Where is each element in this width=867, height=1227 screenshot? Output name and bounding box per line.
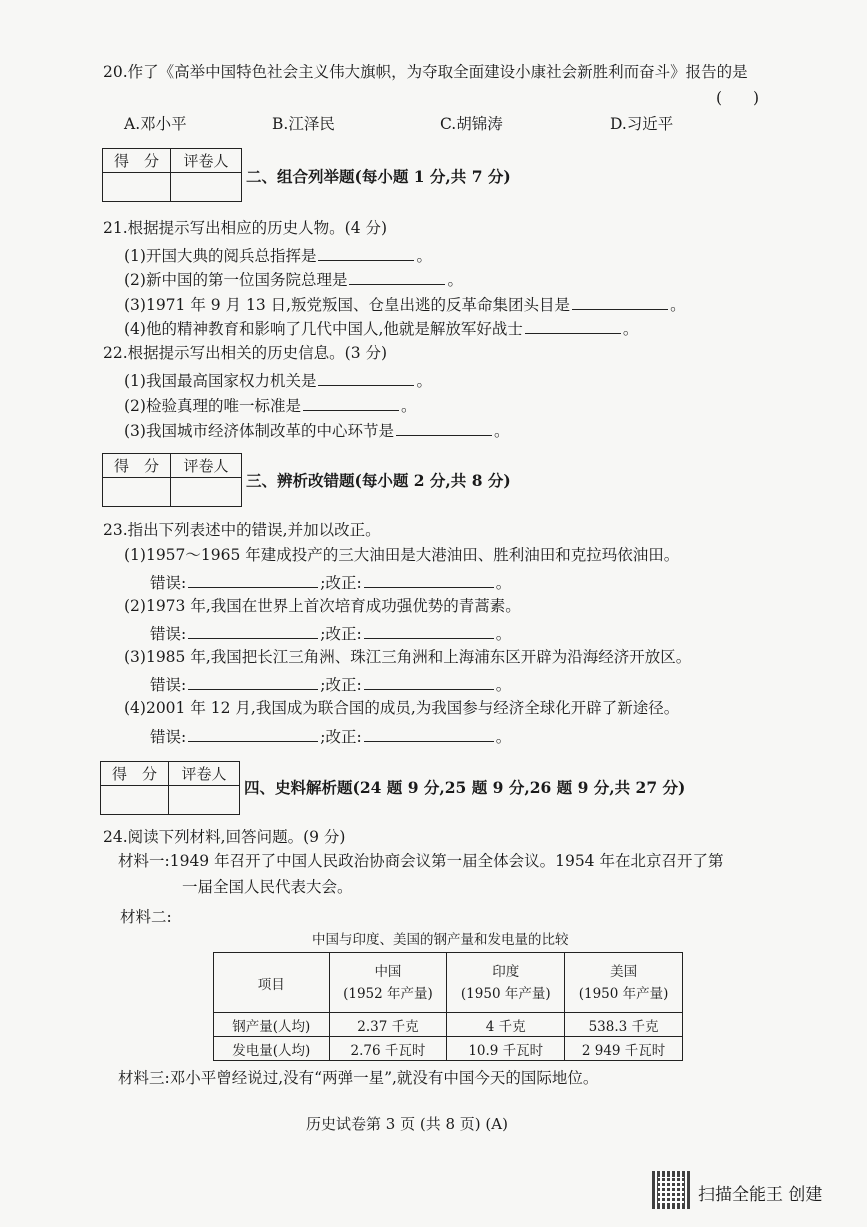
line-end: 。	[495, 625, 512, 643]
answer-blank[interactable]	[318, 369, 414, 386]
score-box	[102, 453, 242, 507]
q22-item-1-end: 。	[416, 372, 432, 390]
q21-item-4-text: (4)他的精神教育和影响了几代中国人,他就是解放军好战士	[124, 320, 523, 338]
header-india-label: 印度	[492, 963, 520, 980]
q21-item-3	[124, 293, 686, 315]
fix-label: ;改正:	[320, 728, 362, 746]
header-india	[447, 953, 565, 1013]
header-china	[329, 953, 447, 1013]
fix-blank[interactable]	[364, 673, 494, 690]
q22-item-3-end: 。	[493, 422, 510, 440]
grader-cell[interactable]	[171, 173, 241, 201]
header-usa-label: 美国	[610, 963, 638, 980]
q24-material-1-line-2: 一届全国人民代表大会。	[182, 878, 353, 896]
line-end: 。	[495, 574, 512, 592]
q21-item-3-text: (3)1971 年 9 月 13 日,叛党叛国、仓皇出逃的反革命集团头目是	[124, 296, 571, 314]
q21-stem: 21.根据提示写出相应的历史人物。(4 分)	[103, 219, 388, 237]
page-footer: 历史试卷第 3 页 (共 8 页) (A)	[306, 1115, 508, 1133]
score-cell[interactable]	[101, 786, 169, 814]
table-row	[214, 1037, 683, 1061]
q23-item-4-answer	[150, 725, 511, 747]
q21-item-4-end: 。	[622, 320, 639, 338]
line-end: 。	[495, 728, 512, 746]
score-box	[100, 761, 240, 815]
q22-item-3	[124, 419, 509, 441]
table-cell: 发电量(人均)	[214, 1037, 330, 1061]
q24-material-2-label: 材料二:	[120, 908, 172, 926]
table-cell: 2.76 千瓦时	[329, 1037, 447, 1061]
fix-label: ;改正:	[320, 574, 362, 592]
answer-blank[interactable]	[303, 394, 399, 411]
q22-item-2	[124, 394, 416, 416]
q20-option-c: C.胡锦涛	[440, 115, 503, 133]
error-label: 错误:	[150, 625, 187, 643]
grader-cell[interactable]	[169, 786, 239, 814]
section-2-title: 二、组合列举题(每小题 1 分,共 7 分)	[246, 167, 511, 186]
q24-material-1-line-1: 材料一:1949 年召开了中国人民政治协商会议第一届全体会议。1954 年在北京召开了第	[118, 852, 724, 870]
grader-label: 评卷人	[171, 454, 241, 478]
grader-label: 评卷人	[169, 762, 239, 786]
error-blank[interactable]	[188, 571, 318, 588]
q20-option-b: B.江泽民	[272, 115, 335, 133]
q22-item-3-text: (3)我国城市经济体制改革的中心环节是	[124, 422, 394, 440]
q23-item-2: (2)1973 年,我国在世界上首次培育成功强优势的青蒿素。	[124, 597, 521, 615]
q24-material-3: 材料三:邓小平曾经说过,没有“两弹一星”,就没有中国今天的国际地位。	[118, 1069, 599, 1087]
score-label: 得 分	[103, 454, 171, 478]
q22-item-2-text: (2)检验真理的唯一标准是	[124, 397, 301, 415]
table-title: 中国与印度、美国的钢产量和发电量的比较	[312, 932, 569, 948]
table-cell: 2 949 千瓦时	[565, 1037, 683, 1061]
error-label: 错误:	[150, 676, 187, 694]
q21-item-1-end: 。	[416, 247, 432, 265]
q23-item-2-answer	[150, 622, 511, 644]
answer-blank[interactable]	[318, 244, 414, 261]
q20-answer-paren: ( )	[716, 89, 760, 107]
q22-item-1-text: (1)我国最高国家权力机关是	[124, 372, 317, 390]
q22-item-1	[124, 369, 432, 391]
q22-stem: 22.根据提示写出相关的历史信息。(3 分)	[103, 344, 388, 362]
error-label: 错误:	[150, 728, 187, 746]
comparison-table	[213, 952, 683, 1061]
answer-blank[interactable]	[572, 293, 668, 310]
fix-blank[interactable]	[364, 571, 494, 588]
q21-item-1	[124, 244, 432, 266]
q21-item-2-text: (2)新中国的第一位国务院总理是	[124, 271, 348, 289]
q21-item-3-end: 。	[670, 296, 686, 314]
fix-label: ;改正:	[320, 625, 362, 643]
q24-stem: 24.阅读下列材料,回答问题。(9 分)	[103, 828, 346, 846]
score-box	[102, 148, 242, 202]
grader-cell[interactable]	[171, 478, 241, 506]
fix-blank[interactable]	[364, 622, 494, 639]
q21-item-1-text: (1)开国大典的阅兵总指挥是	[124, 247, 317, 265]
table-cell: 钢产量(人均)	[214, 1013, 330, 1037]
score-label: 得 分	[103, 149, 171, 173]
error-blank[interactable]	[188, 622, 318, 639]
fix-label: ;改正:	[320, 676, 362, 694]
q21-item-2-end: 。	[447, 271, 463, 289]
scanner-watermark: 扫描全能王 创建	[698, 1185, 823, 1205]
table-cell: 4 千克	[447, 1013, 565, 1037]
qr-code-icon	[652, 1171, 690, 1209]
score-cell[interactable]	[103, 478, 171, 506]
section-4-title: 四、史料解析题(24 题 9 分,25 题 9 分,26 题 9 分,共 27 分)	[244, 778, 686, 797]
q23-item-1: (1)1957～1965 年建成投产的三大油田是大港油田、胜利油田和克拉玛依油田。	[124, 546, 680, 564]
header-usa	[565, 953, 683, 1013]
q23-item-3: (3)1985 年,我国把长江三角洲、珠江三角洲和上海浦东区开辟为沿海经济开放区。	[124, 648, 692, 666]
fix-blank[interactable]	[364, 725, 494, 742]
answer-blank[interactable]	[525, 317, 621, 334]
header-item: 项目	[214, 953, 330, 1013]
answer-blank[interactable]	[349, 268, 445, 285]
q20-option-a: A.邓小平	[124, 115, 187, 133]
error-label: 错误:	[150, 574, 187, 592]
q20-option-d: D.习近平	[610, 115, 674, 133]
section-3-title: 三、辨析改错题(每小题 2 分,共 8 分)	[246, 471, 511, 490]
score-cell[interactable]	[103, 173, 171, 201]
q22-item-2-end: 。	[400, 397, 417, 415]
table-cell: 2.37 千克	[329, 1013, 447, 1037]
line-end: 。	[495, 676, 512, 694]
q23-stem: 23.指出下列表述中的错误,并加以改正。	[103, 521, 381, 539]
header-india-year: (1950 年产量)	[460, 985, 551, 1002]
score-label: 得 分	[101, 762, 169, 786]
header-china-label: 中国	[374, 963, 402, 980]
error-blank[interactable]	[188, 673, 318, 690]
table-cell: 10.9 千瓦时	[447, 1037, 565, 1061]
q23-item-4: (4)2001 年 12 月,我国成为联合国的成员,为我国参与经济全球化开辟了新途径。	[124, 699, 680, 717]
q20-stem: 20.作了《高举中国特色社会主义伟大旗帜，为夺取全面建设小康社会新胜利而奋斗》报告的是	[103, 63, 748, 81]
grader-label: 评卷人	[171, 149, 241, 173]
header-china-year: (1952 年产量)	[343, 985, 433, 1002]
table-row	[214, 1013, 683, 1037]
q21-item-4	[124, 317, 638, 339]
table-cell: 538.3 千克	[565, 1013, 683, 1037]
table-header-row	[214, 953, 683, 1013]
q23-item-1-answer	[150, 571, 511, 593]
answer-blank[interactable]	[396, 419, 492, 436]
error-blank[interactable]	[188, 725, 318, 742]
q21-item-2	[124, 268, 463, 290]
q23-item-3-answer	[150, 673, 511, 695]
header-usa-year: (1950 年产量)	[578, 985, 669, 1002]
